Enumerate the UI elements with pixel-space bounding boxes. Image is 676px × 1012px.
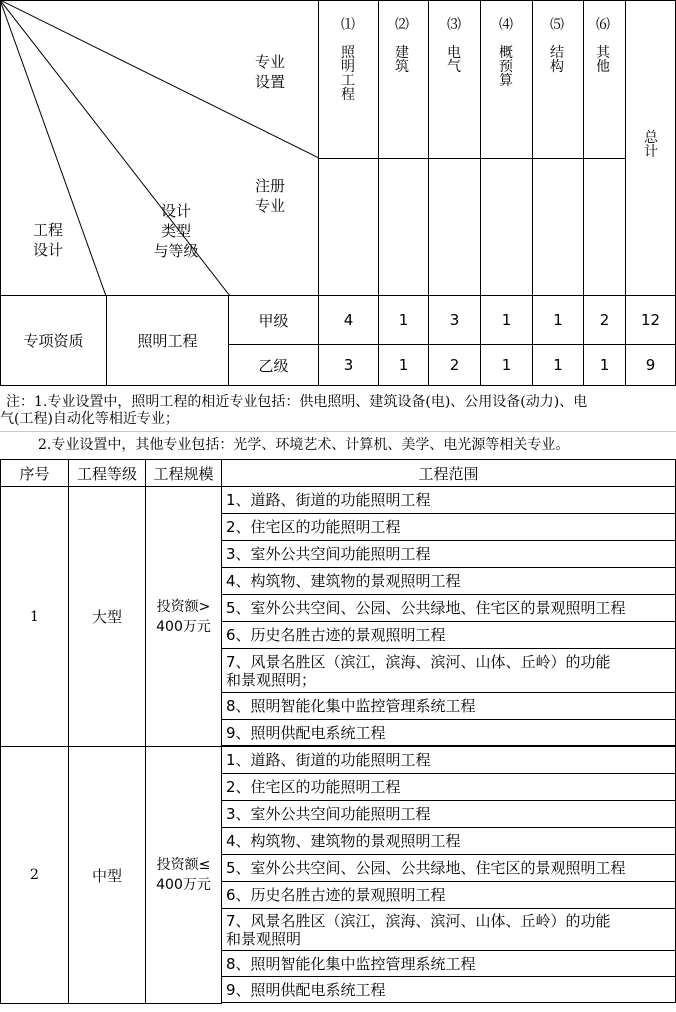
row-grade: 中型 [68,746,146,1004]
header-scope: 工程范围 [221,459,676,487]
scope-item: 3、室外公共空间功能照明工程 [221,800,676,828]
header-index: 序号 [0,459,69,487]
registered-cell [480,158,533,296]
column-name: 电 气 [447,45,461,75]
scope-item: 4、构筑物、建筑物的景观照明工程 [221,567,676,595]
header-label-registered-specialty: 注册 专业 [254,177,285,215]
grade-a-value-lighting: 4 [318,295,379,345]
engineering-label: 照明工程 [106,295,229,386]
scope-item: 8、照明智能化集中监控管理系统工程 [221,692,676,720]
grade-b-value-lighting: 3 [318,344,379,386]
grade-a-value-other: 2 [583,295,626,345]
column-number: ⑷ [499,17,513,33]
grade-b-value-electrical: 2 [428,344,481,386]
row-grade: 大型 [68,486,146,747]
grade-b-value-budget: 1 [480,344,533,386]
header-scale: 工程规模 [145,459,222,487]
row-scale: 投资额> 400万元 [145,486,222,747]
column-name: 照 明 工 程 [341,45,355,103]
scope-item: 7、风景名胜区（滨江，滨海、滨河、山体、丘岭）的功能 和景观照明； [221,648,676,693]
scope-item: 1、道路、街道的功能照明工程 [221,486,676,514]
note-divider [0,431,676,432]
row-scale: 投资额≤ 400万元 [145,746,222,1004]
column-number: ⑶ [447,17,461,33]
grade-b-value-architecture: 1 [378,344,429,386]
header-label-specialty-setting: 专业 设置 [254,53,285,91]
scope-item: 1、道路、街道的功能照明工程 [221,746,676,774]
scope-item: 6、历史名胜古迹的景观照明工程 [221,881,676,909]
note-1-line-1: 注：1.专业设置中，照明工程的相近专业包括：供电照明、建筑设备(电)、公用设备(动力)、电 [6,394,588,410]
column-header-structure [532,0,584,159]
column-number: ⑴ [341,17,355,33]
header-grade: 工程等级 [68,459,146,487]
scope-item: 5、室外公共空间、公园、公共绿地、住宅区的景观照明工程 [221,594,676,622]
column-header-other [583,0,626,159]
registered-cell [532,158,584,296]
header-label-design-type-level: 设计 类型 与等级 [153,202,199,260]
column-name: 建 筑 [395,45,409,75]
column-number: ⑵ [395,17,409,33]
registered-cell [378,158,429,296]
grade-a-value-structure: 1 [532,295,584,345]
registered-cell [428,158,481,296]
registered-cell [583,158,626,296]
column-header-budget [480,0,533,159]
grade-b-value-other: 1 [583,344,626,386]
column-header-electrical [428,0,481,159]
grade-a-value-architecture: 1 [378,295,429,345]
scope-item: 2、住宅区的功能照明工程 [221,513,676,541]
header-label-engineering-design: 工程 设计 [32,221,63,259]
scope-item: 3、室外公共空间功能照明工程 [221,540,676,568]
scope-item: 7、风景名胜区（滨江，滨海、滨河、山体、丘岭）的功能 和景观照明 [221,908,676,951]
scope-item: 6、历史名胜古迹的景观照明工程 [221,621,676,649]
scope-item: 9、照明供配电系统工程 [221,719,676,746]
note-1-line-2: 气(工程)自动化等相近专业； [0,411,179,427]
grade-b-label: 乙级 [228,344,319,386]
grade-a-value-budget: 1 [480,295,533,345]
grade-a-value-electrical: 3 [428,295,481,345]
column-header-architecture [378,0,429,159]
column-number: ⑸ [550,17,564,33]
qualification-label: 专项资质 [0,295,107,386]
grade-a-label: 甲级 [228,295,319,345]
row-index: 2 [0,746,69,1004]
column-name: 其 他 [596,45,610,75]
column-header-lighting [318,0,379,159]
column-name: 结 构 [550,45,564,75]
grade-b-value-structure: 1 [532,344,584,386]
scope-item: 4、构筑物、建筑物的景观照明工程 [221,827,676,855]
scope-item: 5、室外公共空间、公园、公共绿地、住宅区的景观照明工程 [221,854,676,882]
column-header-total [625,0,676,296]
grade-b-total: 9 [625,344,676,386]
registered-cell [318,158,379,296]
grade-a-total: 12 [625,295,676,345]
total-label: 总 计 [644,130,658,160]
column-number: ⑹ [596,17,610,33]
column-name: 概 预 算 [499,45,513,89]
note-2: 2.专业设置中，其他专业包括：光学、环境艺术、计算机、美学、电光源等相关专业。 [38,437,570,453]
scope-item: 8、照明智能化集中监控管理系统工程 [221,950,676,977]
scope-item: 2、住宅区的功能照明工程 [221,773,676,801]
row-index: 1 [0,486,69,747]
scope-item: 9、照明供配电系统工程 [221,976,676,1003]
